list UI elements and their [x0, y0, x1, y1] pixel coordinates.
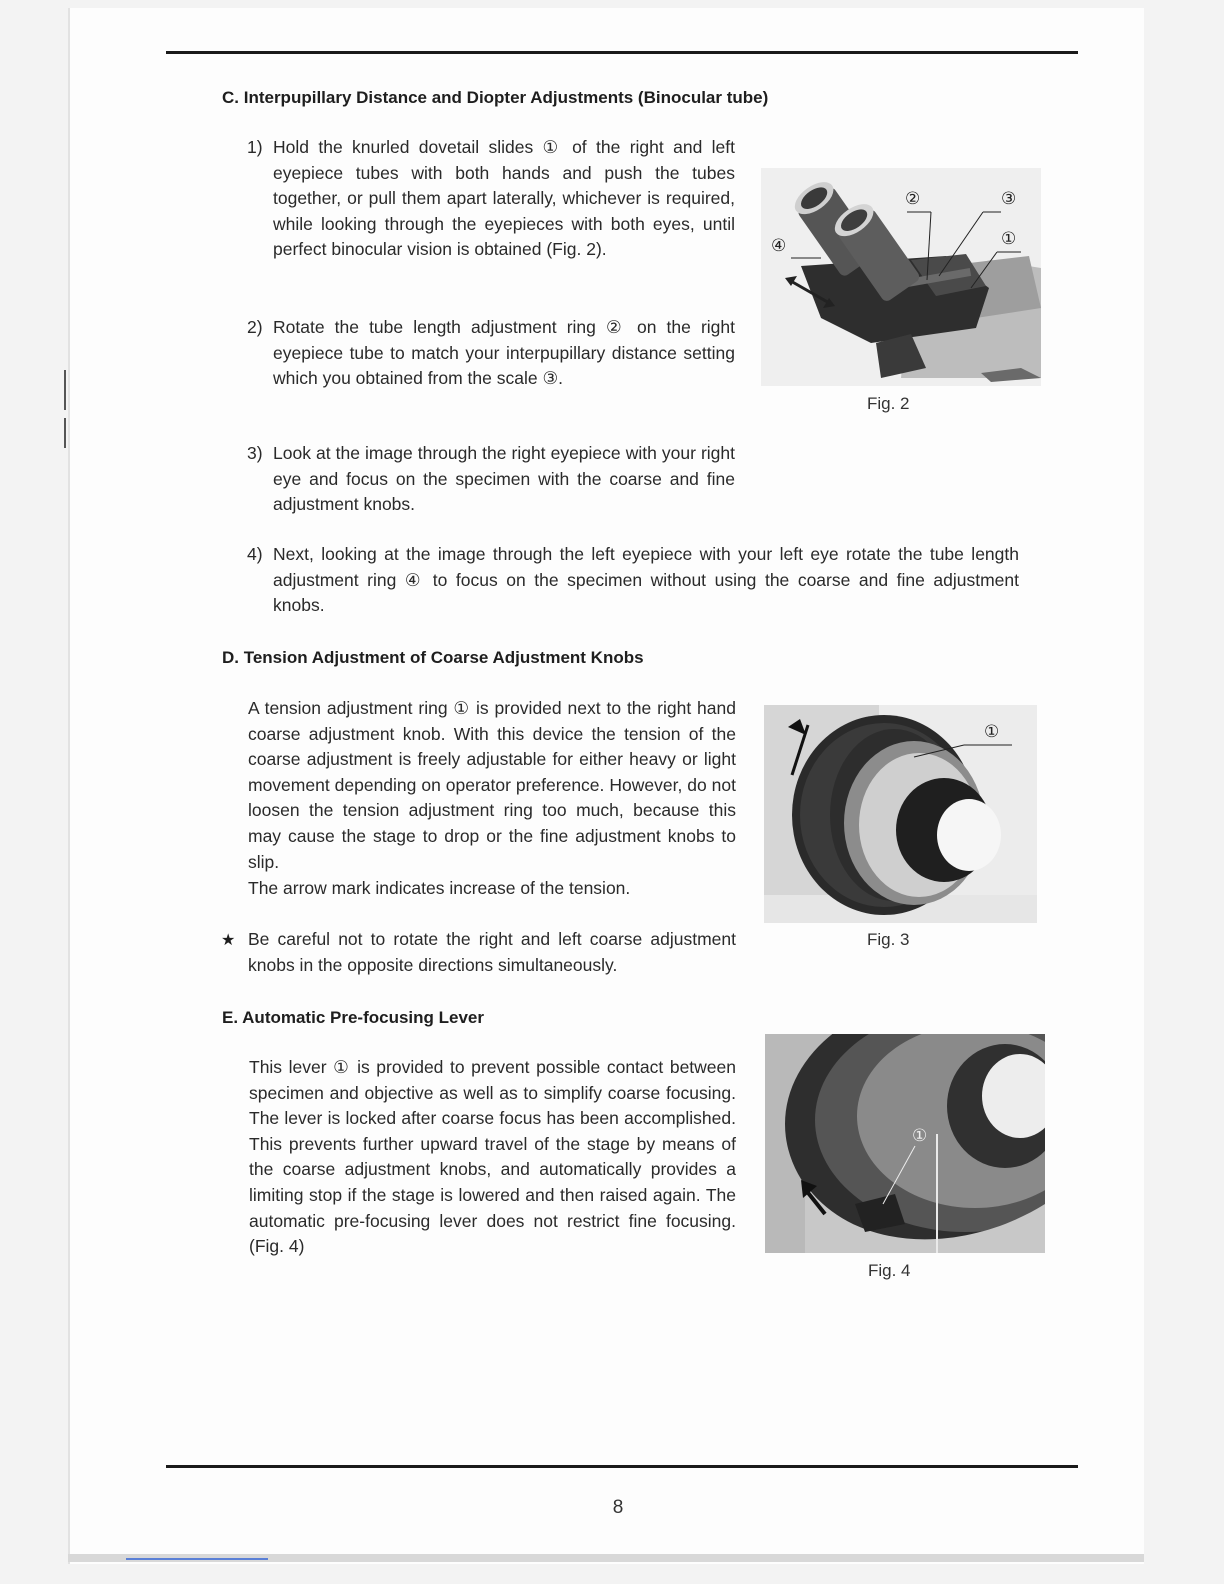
item-3-text: Look at the image through the right eyepiece with your right eye and focus on the specimen with the coarse and fine adjustment knobs.: [273, 443, 735, 515]
arrow-note: The arrow mark indicates increase of the tension.: [248, 878, 631, 898]
section-e-heading: E. Automatic Pre-focusing Lever: [222, 1008, 484, 1027]
figure-4-prefocus-lever: [765, 1034, 1045, 1253]
section-e-paragraph: This lever ① is provided to prevent possible contact between specimen and objective as well as to simplify coarse focusing. The lever is locked after coarse focus has been accomplished. This prevents further upward travel of the stage by means of the coarse adjustment knobs, and automatically provides a limiting stop if the stage is lowered and then raised again. The automatic pre-focusing lever does not restrict fine focusing. (Fig. 4): [249, 1057, 736, 1257]
figure-3-caption: Fig. 3: [867, 930, 910, 949]
margin-mark: [64, 418, 66, 448]
section-d-heading: D. Tension Adjustment of Coarse Adjustment Knobs: [222, 648, 644, 667]
figure-3-coarse-knob: [764, 705, 1037, 923]
page-number: 8: [612, 1497, 624, 1518]
bottom-rule: [166, 1465, 1078, 1468]
figure-2-caption: Fig. 2: [867, 394, 910, 413]
figure-2-binocular-tube: [761, 168, 1041, 386]
fig2-label-2: ②: [905, 189, 921, 209]
figure-4-caption: Fig. 4: [868, 1261, 911, 1280]
item-4-number: 4): [247, 544, 263, 564]
fig2-label-1: ①: [1001, 229, 1017, 249]
item-3-number: 3): [247, 443, 263, 463]
margin-mark: [64, 370, 66, 410]
caution-text: Be careful not to rotate the right and left coarse adjustment knobs in the opposite directions simultaneously.: [248, 929, 736, 975]
section-d-paragraph: A tension adjustment ring ① is provided next to the right hand coarse adjustment knob. With this device the tension of the coarse adjustment is freely adjustable for either heavy or light movement depending on operator preference. However, do not loosen the tension adjustment ring too much, because this may cause the stage to drop or the fine adjustment knobs to slip.: [248, 698, 736, 872]
top-rule: [166, 51, 1078, 54]
fig4-label-1: ①: [912, 1126, 928, 1146]
fig3-label-1: ①: [984, 722, 1000, 742]
item-1-text: Hold the knurled dovetail slides ① of the right and left eyepiece tubes with both hands and push the tubes together, or pull them apart laterally, whichever is required, while looking through the eyepieces with both eyes, until perfect binocular vision is obtained (Fig. 2).: [273, 137, 735, 260]
scan-edge: [68, 8, 70, 1564]
scan-artifact: [126, 1558, 268, 1560]
fig2-label-3: ③: [1001, 189, 1017, 209]
item-2-text: Rotate the tube length adjustment ring ② on the right eyepiece tube to match your interpupillary distance setting which you obtained from the scale ③.: [273, 317, 735, 389]
item-2-number: 2): [247, 317, 263, 337]
fig2-label-4: ④: [771, 236, 787, 256]
caution-star-icon: ★: [221, 932, 236, 949]
item-1-number: 1): [247, 137, 263, 157]
section-c-heading: C. Interpupillary Distance and Diopter Adjustments (Binocular tube): [222, 88, 769, 107]
item-4-text: Next, looking at the image through the left eyepiece with your left eye rotate the tube length adjustment ring ④ to focus on the specimen without using the coarse and fine adjustment knobs.: [273, 544, 1019, 616]
